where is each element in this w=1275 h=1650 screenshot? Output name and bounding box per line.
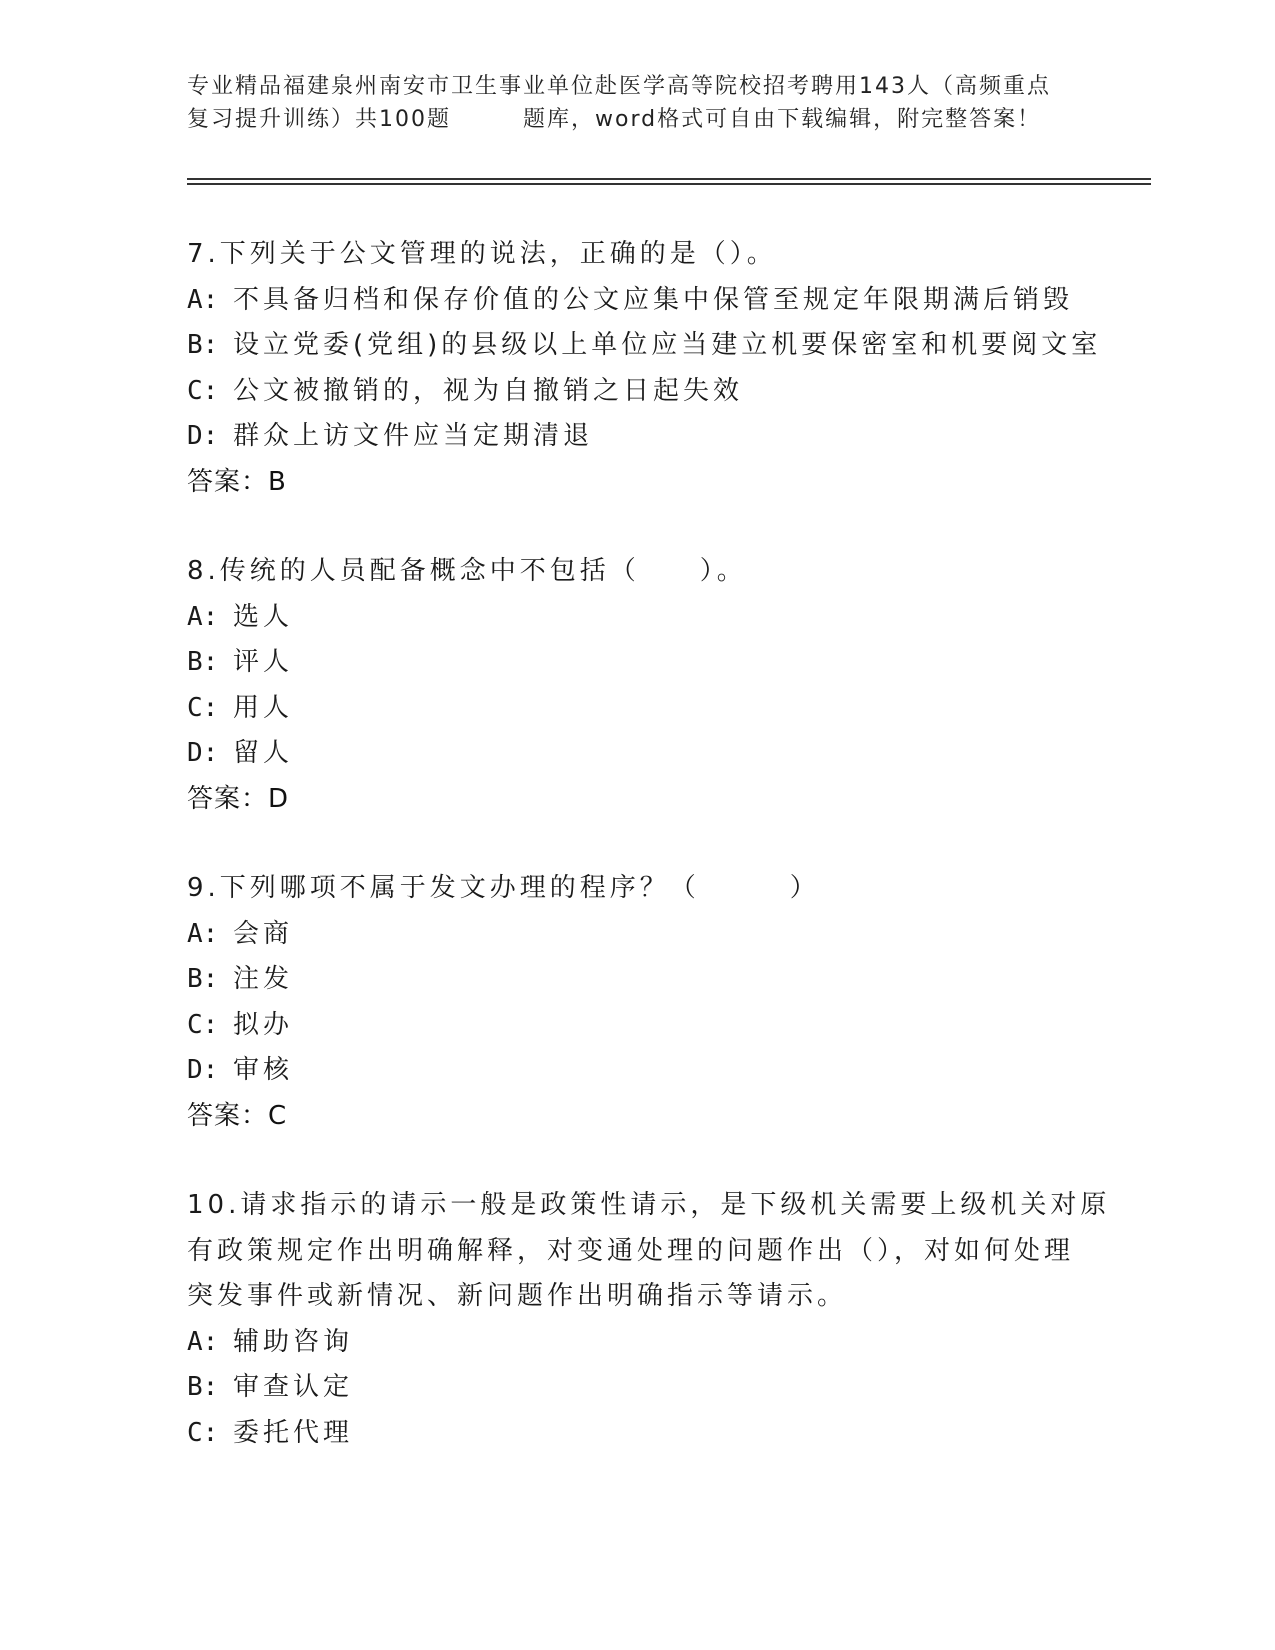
option-letter: C:: [187, 1417, 219, 1448]
question-stem: [187, 1183, 1111, 1320]
option-letter: D:: [187, 738, 219, 768]
option-letter: A:: [187, 284, 219, 315]
answer-line: 答案：D: [187, 783, 290, 814]
option-text: 注发: [233, 964, 294, 994]
option-letter: A:: [187, 918, 219, 949]
option-letter: C:: [187, 692, 219, 723]
header-line-1: 专业精品福建泉州南安市卫生事业单位赴医学高等院校招考聘用143人（高频重点: [187, 74, 1051, 99]
answer-line: 答案：C: [187, 1100, 288, 1131]
option-d: [187, 414, 1087, 460]
page-header: [187, 70, 1087, 136]
question-7: [187, 232, 1102, 505]
header-divider-top: [187, 178, 1151, 180]
option-text: 审查认定: [233, 1372, 354, 1402]
option-letter: B:: [187, 964, 219, 994]
header-line-2-part-b: 题库，word格式可自由下载编辑，附完整答案！: [523, 107, 1042, 132]
option-letter: B:: [187, 330, 219, 360]
option-c: [187, 1411, 1087, 1457]
option-b: [187, 640, 1087, 686]
option-letter: C:: [187, 375, 219, 406]
header-divider-bottom: [187, 183, 1151, 185]
option-letter: D:: [187, 1055, 219, 1085]
option-c: [187, 1003, 1087, 1049]
question-8: [187, 549, 1087, 822]
option-a: [187, 278, 1087, 324]
option-a: [187, 1320, 1087, 1366]
answer-line: 答案：B: [187, 466, 287, 497]
option-b: [187, 957, 1087, 1003]
option-text: 设立党委(党组)的县级以上单位应当建立机要保密室和机要阅文室: [233, 330, 1102, 360]
option-text: 辅助咨询: [233, 1326, 354, 1357]
question-stem-line: 有政策规定作出明确解释，对变通处理的问题作出（），对如何处理: [187, 1235, 1075, 1266]
question-9: [187, 866, 1087, 1139]
option-letter: A:: [187, 601, 219, 632]
question-stem: 9.下列哪项不属于发文办理的程序？（ ）: [187, 873, 820, 903]
option-letter: B:: [187, 647, 219, 677]
option-text: 留人: [233, 738, 294, 768]
option-c: [187, 686, 1087, 732]
option-d: [187, 1048, 1087, 1094]
option-letter: C:: [187, 1009, 219, 1040]
option-text: 群众上访文件应当定期清退: [233, 421, 594, 451]
option-letter: B:: [187, 1372, 219, 1402]
option-text: 会商: [233, 918, 294, 949]
option-b: [187, 1365, 1087, 1411]
option-text: 公文被撤销的，视为自撤销之日起失效: [233, 375, 744, 406]
option-a: [187, 595, 1087, 641]
header-line-2: [187, 103, 1087, 136]
question-10: [187, 1183, 1111, 1456]
question-stem-line: 突发事件或新情况、新问题作出明确指示等请示。: [187, 1281, 848, 1311]
option-text: 拟办: [233, 1009, 294, 1040]
question-list: [187, 232, 1111, 1500]
option-text: 委托代理: [233, 1417, 354, 1448]
option-text: 评人: [233, 647, 294, 677]
header-line-2-part-a: 复习提升训练）共100题: [187, 107, 451, 132]
option-text: 不具备归档和保存价值的公文应集中保管至规定年限期满后销毁: [233, 284, 1074, 315]
option-text: 选人: [233, 601, 294, 632]
option-text: 审核: [233, 1055, 294, 1085]
question-stem-line: 10.请求指示的请示一般是政策性请示，是下级机关需要上级机关对原: [187, 1190, 1111, 1220]
option-b: [187, 323, 1102, 369]
option-c: [187, 369, 1087, 415]
option-letter: D:: [187, 421, 219, 451]
option-text: 用人: [233, 692, 294, 723]
option-letter: A:: [187, 1326, 219, 1357]
option-a: [187, 912, 1087, 958]
question-stem: 7.下列关于公文管理的说法，正确的是（）。: [187, 239, 777, 269]
question-stem: 8.传统的人员配备概念中不包括（ ）。: [187, 556, 747, 586]
option-d: [187, 731, 1087, 777]
